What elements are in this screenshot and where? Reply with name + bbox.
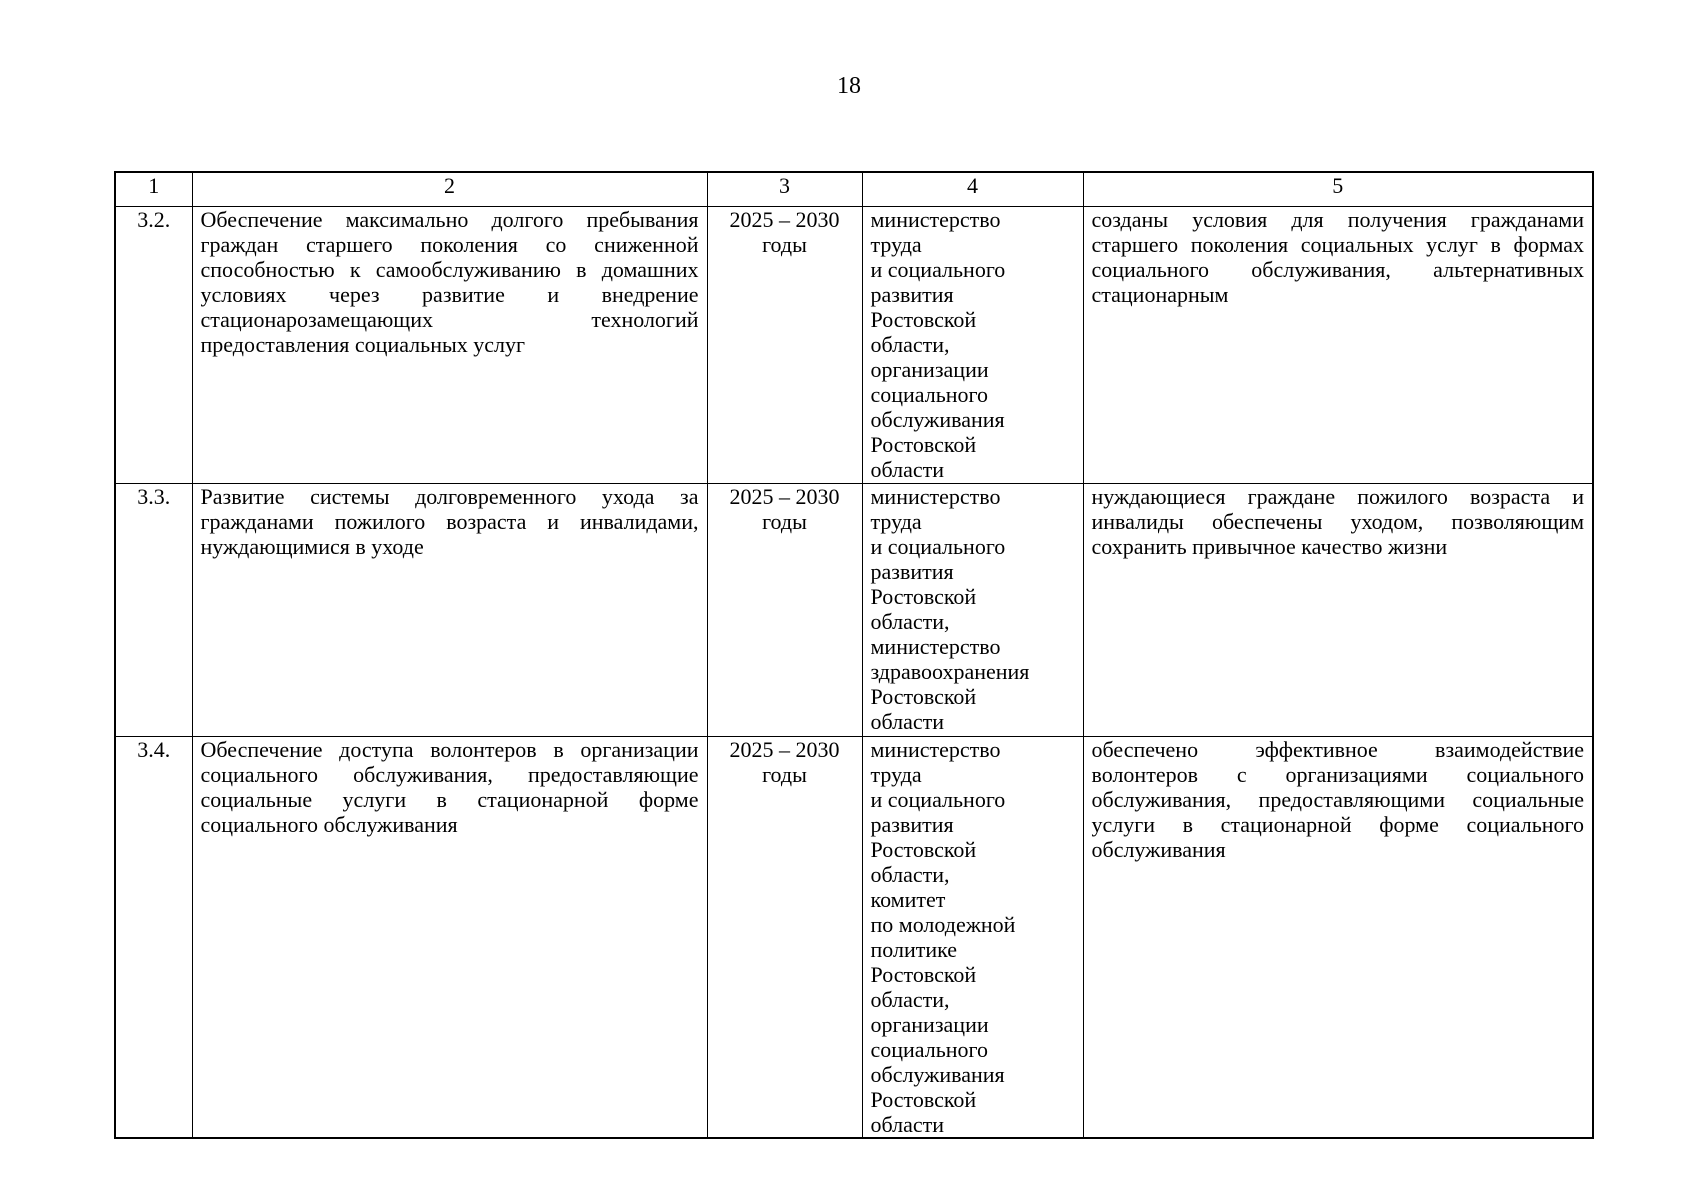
responsible-line: области	[870, 708, 945, 734]
responsible-line: области,	[870, 331, 950, 357]
responsible-line: министерство	[870, 736, 1001, 762]
period-years: 2025 – 2030	[729, 206, 840, 232]
column-header-1: 1	[115, 172, 192, 206]
column-header-5: 5	[1083, 172, 1593, 206]
responsible-line: Ростовской	[870, 836, 977, 862]
responsible-line: Ростовской	[870, 583, 977, 609]
responsible-line: Ростовской	[870, 1086, 977, 1112]
measure-cell: Развитие системы долговременного ухода за гражданами пожилого возраста и инвалидами, нуждающимися в уходе	[192, 483, 707, 736]
result-cell: нуждающиеся граждане пожилого возраста и инвалиды обеспечены уходом, позволяющим сохранить привычное качество жизни	[1083, 483, 1593, 736]
responsible-line: области,	[870, 861, 950, 887]
result-cell: обеспечено эффективное взаимодействие волонтеров с организациями социального обслуживания, предоставляющими социальные услуги в стационарной форме социального обслуживания	[1083, 736, 1593, 1138]
responsible-line: Ростовской	[870, 961, 977, 987]
responsible-line: развития	[870, 558, 954, 584]
responsible-line: министерство	[870, 633, 1001, 659]
row-number: 3.4.	[115, 736, 192, 1138]
responsible-cell	[862, 483, 1083, 736]
responsible-line: развития	[870, 811, 954, 837]
responsible-line: обслуживания	[870, 1061, 1005, 1087]
period-cell	[707, 206, 862, 483]
measures-table	[114, 171, 1594, 1139]
period-word: годы	[762, 761, 807, 787]
responsible-line: социального	[870, 1036, 989, 1062]
period-cell	[707, 483, 862, 736]
result-cell: созданы условия для получения гражданами старшего поколения социальных услуг в формах социального обслуживания, альтернативных стационарным	[1083, 206, 1593, 483]
responsible-line: здравоохранения	[870, 658, 1030, 684]
responsible-line: труда	[870, 761, 922, 787]
table-row	[115, 206, 1593, 483]
responsible-line: области	[870, 456, 945, 482]
responsible-line: области	[870, 1111, 945, 1137]
table-header-row	[115, 172, 1593, 206]
responsible-line: труда	[870, 508, 922, 534]
table-row	[115, 736, 1593, 1138]
period-years: 2025 – 2030	[729, 736, 840, 762]
period-word: годы	[762, 231, 807, 257]
responsible-line: организации	[870, 356, 989, 382]
responsible-line: обслуживания	[870, 406, 1005, 432]
responsible-line: развития	[870, 281, 954, 307]
responsible-line: комитет	[870, 886, 946, 912]
responsible-line: и социального	[870, 786, 1006, 812]
responsible-line: Ростовской	[870, 431, 977, 457]
period-cell	[707, 736, 862, 1138]
responsible-line: по молодежной	[870, 911, 1016, 937]
column-header-2: 2	[192, 172, 707, 206]
responsible-line: и социального	[870, 256, 1006, 282]
measure-cell: Обеспечение доступа волонтеров в организации социального обслуживания, предоставляющие социальные услуги в стационарной форме социального обслуживания	[192, 736, 707, 1138]
column-header-4: 4	[862, 172, 1083, 206]
responsible-line: области,	[870, 986, 950, 1012]
responsible-line: и социального	[870, 533, 1006, 559]
responsible-line: организации	[870, 1011, 989, 1037]
row-number: 3.3.	[115, 483, 192, 736]
responsible-line: политике	[870, 936, 958, 962]
responsible-line: социального	[870, 381, 989, 407]
responsible-line: Ростовской	[870, 306, 977, 332]
row-number: 3.2.	[115, 206, 192, 483]
responsible-cell	[862, 206, 1083, 483]
measure-cell: Обеспечение максимально долгого пребывания граждан старшего поколения со сниженной способностью к самообслуживанию в домашних условиях через развитие и внедрение стационарозамещающих технологий предоставления социальных услуг	[192, 206, 707, 483]
responsible-line: труда	[870, 231, 922, 257]
table-row	[115, 483, 1593, 736]
responsible-line: Ростовской	[870, 683, 977, 709]
period-years: 2025 – 2030	[729, 483, 840, 509]
responsible-line: области,	[870, 608, 950, 634]
period-word: годы	[762, 508, 807, 534]
column-header-3: 3	[707, 172, 862, 206]
responsible-cell	[862, 736, 1083, 1138]
page-number: 18	[837, 73, 861, 99]
responsible-line: министерство	[870, 483, 1001, 509]
responsible-line: министерство	[870, 206, 1001, 232]
